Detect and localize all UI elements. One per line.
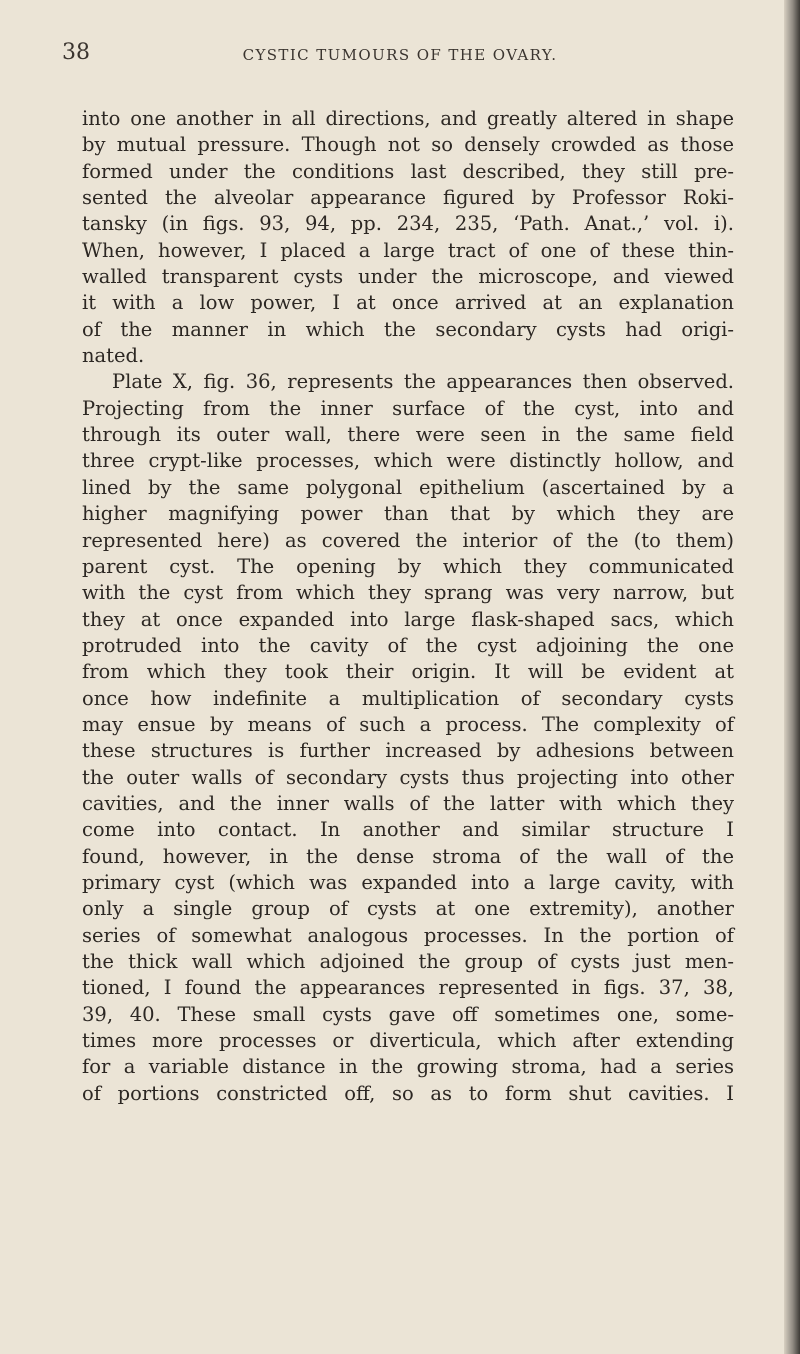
text-line: primary cyst (which was expanded into a large cavity, with	[82, 870, 734, 894]
text-line: these structures is further increased by adhesions between	[82, 739, 734, 763]
body-text	[82, 106, 734, 1107]
text-line: represented here) as covered the interior of the (to them)	[82, 528, 734, 552]
text-line: When, however, I placed a large tract of one of these thin-	[82, 238, 734, 262]
text-line: may ensue by means of such a process. The complexity of	[82, 712, 734, 736]
text-line: parent cyst. The opening by which they communicated	[82, 554, 734, 578]
text-line: once how indefinite a multiplication of secondary cysts	[82, 686, 734, 710]
text-line: series of somewhat analogous processes. In the portion of	[82, 923, 734, 947]
text-line: protruded into the cavity of the cyst adjoining the one	[82, 633, 734, 657]
text-line: sented the alveolar appearance figured by Professor Roki-	[82, 186, 734, 210]
text-line: higher magnifying power than that by which they are	[82, 502, 734, 526]
text-line: Projecting from the inner surface of the cyst, into and	[82, 396, 734, 420]
text-line: from which they took their origin. It will be evident at	[82, 660, 734, 684]
text-line: for a variable distance in the growing stroma, had a series	[82, 1055, 734, 1079]
paragraph-start-line: Plate X, fig. 36, represents the appearances then observed.	[112, 370, 734, 394]
running-head-title: CYSTIC TUMOURS OF THE OVARY.	[242, 46, 558, 64]
text-line: lined by the same polygonal epithelium (ascertained by a	[82, 475, 734, 499]
text-line: it with a low power, I at once arrived at an explanation	[82, 291, 734, 315]
running-head	[0, 0, 800, 80]
text-line: three crypt-like processes, which were distinctly hollow, and	[82, 449, 734, 473]
text-line: through its outer wall, there were seen in the same field	[82, 423, 734, 447]
binding-edge-shadow	[784, 0, 800, 1354]
text-line: the thick wall which adjoined the group of cysts just men-	[82, 950, 734, 973]
text-line: cavities, and the inner walls of the latter with which they	[82, 791, 734, 815]
text-line: into one another in all directions, and greatly altered in shape	[82, 107, 734, 130]
text-line: found, however, in the dense stroma of the wall of the	[82, 844, 734, 868]
text-line: with the cyst from which they sprang was very narrow, but	[82, 581, 734, 605]
text-line: by mutual pressure. Though not so densely crowded as those	[82, 133, 734, 157]
text-line: tioned, I found the appearances represented in figs. 37, 38,	[82, 976, 734, 1000]
text-line: only a single group of cysts at one extremity), another	[82, 897, 734, 921]
text-line: they at once expanded into large flask-shaped sacs, which	[82, 607, 734, 631]
text-line: the outer walls of secondary cysts thus projecting into other	[82, 765, 734, 789]
text-line: times more processes or diverticula, which after extending	[82, 1029, 734, 1053]
text-line: 39, 40. These small cysts gave off sometimes one, some-	[82, 1002, 734, 1026]
text-line: formed under the conditions last described, they still pre-	[82, 159, 734, 183]
text-line: of portions constricted off, so as to form shut cavities. I	[82, 1081, 734, 1105]
paragraph-end-line: nated.	[82, 344, 145, 368]
text-line: tansky (in figs. 93, 94, pp. 234, 235, ‘Path. Anat.,’ vol. i).	[82, 212, 734, 236]
text-line: of the manner in which the secondary cysts had origi-	[82, 317, 734, 341]
text-line: walled transparent cysts under the microscope, and viewed	[82, 265, 734, 289]
page-number: 38	[62, 40, 90, 65]
text-line: come into contact. In another and similar structure I	[82, 818, 734, 842]
